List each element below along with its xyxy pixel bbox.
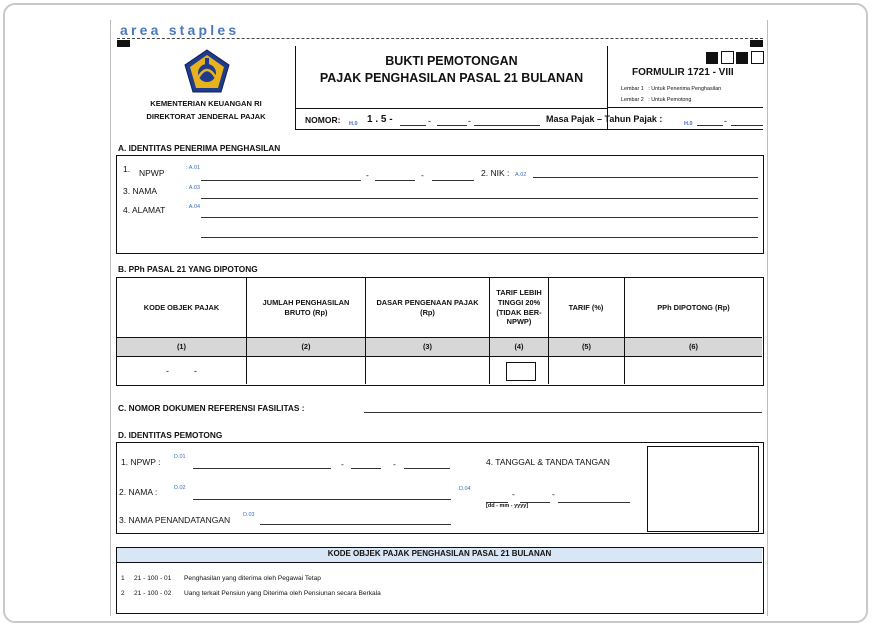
- pemotong-npwp-code: D.01: [174, 454, 186, 460]
- kode-row-2-no: 2: [121, 590, 125, 597]
- pemotong-npwp-label: 1. NPWP :: [121, 457, 161, 467]
- marker-2: [721, 51, 734, 64]
- nomor-field-3[interactable]: [474, 125, 540, 126]
- masa-field[interactable]: [697, 125, 723, 126]
- alamat-field-1[interactable]: [201, 217, 758, 218]
- masa-label: Masa Pajak – Tahun Pajak :: [546, 114, 663, 124]
- tanggal-code: D.04: [459, 486, 471, 492]
- sheet1-desc: : Untuk Penerima Penghasilan: [648, 86, 722, 92]
- pemotong-npwp-field-1[interactable]: [193, 468, 331, 469]
- nomor-field-2[interactable]: [437, 125, 467, 126]
- tanggal-label: 4. TANGGAL & TANDA TANGAN: [486, 457, 610, 467]
- pemotong-npwp-field-2[interactable]: [351, 468, 381, 469]
- sheet2-label: Lembar 2: [621, 97, 644, 103]
- penandatangan-code: D.03: [243, 512, 255, 518]
- kode-row-1-no: 1: [121, 575, 125, 582]
- col-kode-objek: KODE OBJEK PAJAK: [143, 302, 220, 312]
- ministry-logo-icon: [181, 48, 233, 94]
- date-format-hint: [dd - mm - yyyy]: [486, 503, 529, 509]
- col-number-2: (2): [301, 342, 311, 351]
- form-title-line2: PAJAK PENGHASILAN PASAL 21 BULANAN: [319, 71, 584, 85]
- directorate-name: DIREKTORAT JENDERAL PAJAK: [146, 112, 266, 121]
- nik-label: 2. NIK :: [481, 168, 510, 178]
- section-a-title: A. IDENTITAS PENERIMA PENGHASILAN: [118, 143, 281, 153]
- form-code: FORMULIR 1721 - VIII: [632, 67, 734, 78]
- penghasilan-bruto-field[interactable]: [247, 357, 365, 384]
- pph-dipotong-field[interactable]: [625, 357, 762, 384]
- nik-code: A.02: [515, 172, 527, 178]
- marker-4: [751, 51, 764, 64]
- nomor-field-1[interactable]: [400, 125, 426, 126]
- nomor-label: NOMOR:: [305, 115, 341, 125]
- sheet1-label: Lembar 1: [621, 86, 644, 92]
- tarif-field[interactable]: [549, 357, 624, 384]
- section-b-title: B. PPh PASAL 21 YANG DIPOTONG: [118, 264, 258, 274]
- kode-row-2-desc: Uang terkait Pensiun yang Diterima oleh Pensiunan secara Berkala: [184, 590, 381, 597]
- npwp-field-2[interactable]: [375, 180, 415, 181]
- alamat-field-2[interactable]: [201, 237, 758, 238]
- tahun-field[interactable]: [731, 125, 763, 126]
- npwp-code: : A.01: [186, 165, 201, 171]
- nomor-code: H.0: [349, 121, 358, 127]
- npwp-field-1[interactable]: [201, 180, 361, 181]
- referensi-fasilitas-field[interactable]: [364, 412, 762, 413]
- section-c-title: C. NOMOR DOKUMEN REFERENSI FASILITAS :: [118, 403, 305, 413]
- corner-marker-left: [117, 40, 130, 47]
- tarif-lebih-tinggi-checkbox[interactable]: [506, 362, 536, 381]
- penandatangan-field[interactable]: [260, 524, 451, 525]
- form-title-line1: BUKTI PEMOTONGAN: [385, 54, 518, 68]
- corner-marker-right: [750, 40, 763, 47]
- marker-1: [706, 52, 718, 64]
- section-a-box: [116, 155, 764, 254]
- nomor-prefix: 1 . 5 -: [367, 114, 393, 125]
- npwp-label: NPWP: [139, 168, 165, 178]
- pemotong-npwp-field-3[interactable]: [404, 468, 450, 469]
- col-tarif: TARIF (%): [568, 302, 604, 312]
- staples-label: area staples: [120, 22, 240, 38]
- staple-divider: [117, 38, 763, 39]
- sheet2-desc: : Untuk Pemotong: [648, 97, 692, 103]
- alamat-label: 4. ALAMAT: [123, 205, 166, 215]
- npwp-field-3[interactable]: [432, 180, 474, 181]
- signature-box[interactable]: [647, 446, 759, 532]
- col-penghasilan-bruto: JUMLAH PENGHASILAN BRUTO (Rp): [262, 297, 350, 317]
- kode-objek-table-title: KODE OBJEK PAJAK PENGHASILAN PASAL 21 BULANAN: [327, 549, 552, 558]
- kode-row-1-desc: Penghasilan yang diterima oleh Pegawai Tetap: [184, 575, 321, 582]
- masa-code: H.0: [684, 121, 693, 127]
- section-d-title: D. IDENTITAS PEMOTONG: [118, 430, 223, 440]
- col-tarif-lebih-tinggi: TARIF LEBIH TINGGI 20% (TIDAK BER-NPWP): [496, 287, 542, 327]
- kode-row-2-code: 21 - 100 - 02: [134, 590, 172, 597]
- pemotong-nama-field[interactable]: [193, 499, 451, 500]
- kode-row-1-code: 21 - 100 - 01: [134, 575, 172, 582]
- tanggal-yyyy-field[interactable]: [558, 502, 630, 503]
- col-dasar-pengenaan: DASAR PENGENAAN PAJAK (Rp): [376, 297, 479, 317]
- col-pph-dipotong: PPh DIPOTONG (Rp): [657, 302, 730, 312]
- col-number-4: (4): [514, 342, 524, 351]
- kode-objek-field[interactable]: - -: [166, 365, 197, 376]
- col-number-6: (6): [688, 342, 699, 351]
- nama-code: : A.03: [186, 185, 201, 191]
- nama-field[interactable]: [201, 198, 758, 199]
- alamat-code: : A.04: [186, 204, 201, 210]
- col-number-5: (5): [581, 342, 592, 351]
- col-number-3: (3): [422, 342, 433, 351]
- ministry-name: KEMENTERIAN KEUANGAN RI: [150, 99, 262, 108]
- pemotong-nama-code: D.02: [174, 485, 186, 491]
- nik-field[interactable]: [533, 177, 758, 178]
- dasar-pengenaan-field[interactable]: [366, 357, 489, 384]
- pemotong-nama-label: 2. NAMA :: [119, 487, 158, 497]
- col-number-1: (1): [176, 342, 187, 351]
- npwp-number: 1.: [123, 164, 131, 174]
- marker-3: [736, 52, 748, 64]
- penandatangan-label: 3. NAMA PENANDATANGAN: [119, 515, 231, 525]
- nama-label: 3. NAMA: [123, 186, 158, 196]
